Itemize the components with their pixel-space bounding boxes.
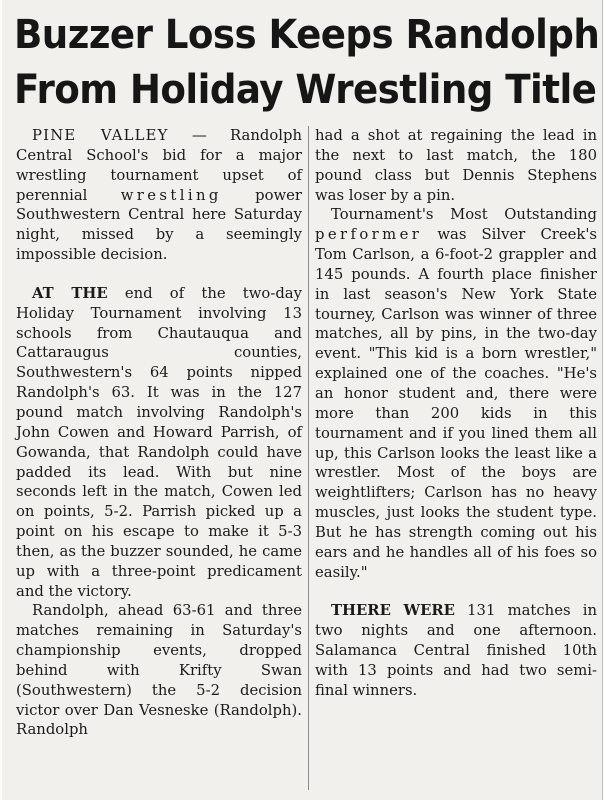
paragraph-5-text: 131 matches in two nights and one afternoon. Salamanca Central finished 10th with 13 points and had two semi-final winners. — [315, 602, 597, 699]
article-column-right — [315, 126, 597, 701]
article-paragraph-1 — [16, 126, 302, 265]
paragraph-4-text: Tournament's Most Outstanding — [331, 206, 597, 224]
paragraph-5-lead: THERE WERE — [331, 602, 455, 620]
paragraph-2-lead: AT THE — [32, 284, 108, 302]
article-column-left — [16, 126, 302, 740]
article-paragraph-3-continued — [315, 126, 597, 205]
article-paragraph-3 — [16, 601, 302, 740]
paragraph-3-continued-text: had a shot at regaining the lead in the next to last match, the 180 pound class but Dennis Stephens was loser by a pin. — [315, 127, 597, 204]
article-paragraph-5 — [315, 601, 597, 700]
dateline: PINE VALLEY — [32, 127, 169, 144]
paragraph-1-text-2: power Southwestern Central here Saturday night, missed by a seemingly impossible decision. — [16, 186, 302, 264]
paragraph-4-spaced-word: performer — [315, 226, 423, 244]
paragraph-4-text-2: was Silver Creek's Tom Carlson, a 6-foot-2 grappler and 145 pounds. A fourth place finisher in last season's New York State tourney, Carlson was winner of three matches, all by pins, in the two-day event. "This kid is a born wrestler," explained one of the coaches. "He's an honor student and, there were more than 200 kids in this tournament and if you lined them all up, this Carlson looks the least like a wrestler. Most of the boys are weightlifters; Carlson has no heavy muscles, just looks the student type. But he has strength coming out his ears and he handles all of his foes so easily." — [315, 226, 597, 581]
column-divider — [308, 126, 309, 790]
newspaper-clipping — [2, 0, 603, 800]
headline — [14, 8, 600, 118]
headline-line-2: From Holiday Wrestling Title — [14, 67, 597, 113]
paragraph-3-text: Randolph, ahead 63-61 and three matches remaining in Saturday's championship events, dropped behind with Krifty Swan (Southwestern) the 5-2 decision victor over Dan Vesneske (Randolph). Randolph — [16, 602, 302, 739]
paragraph-1-text: — Randolph Central School's bid for a major wrestling tournament upset of perennial — [16, 127, 303, 204]
paragraph-2-text: end of the two-day Holiday Tournament involving 13 schools from Chautauqua and Cattaraugus counties, Southwestern's 64 points nipped Randolph's 63. It was in the 127 pound match involving Randolph's John Cowen and Howard Parrish, of Gowanda, that Randolph could have padded its lead. With but nine seconds left in the match, Cowen led on points, 5-2. Parrish picked up a point on his escape to make it 5-3 then, as the buzzer sounded, he came up with a three-point predicament and the victory. — [16, 284, 302, 600]
headline-line-1: Buzzer Loss Keeps Randolph — [14, 12, 600, 58]
paragraph-1-spaced-word: wrestling — [120, 186, 222, 204]
article-paragraph-4 — [315, 205, 597, 582]
article-paragraph-2 — [16, 284, 302, 602]
